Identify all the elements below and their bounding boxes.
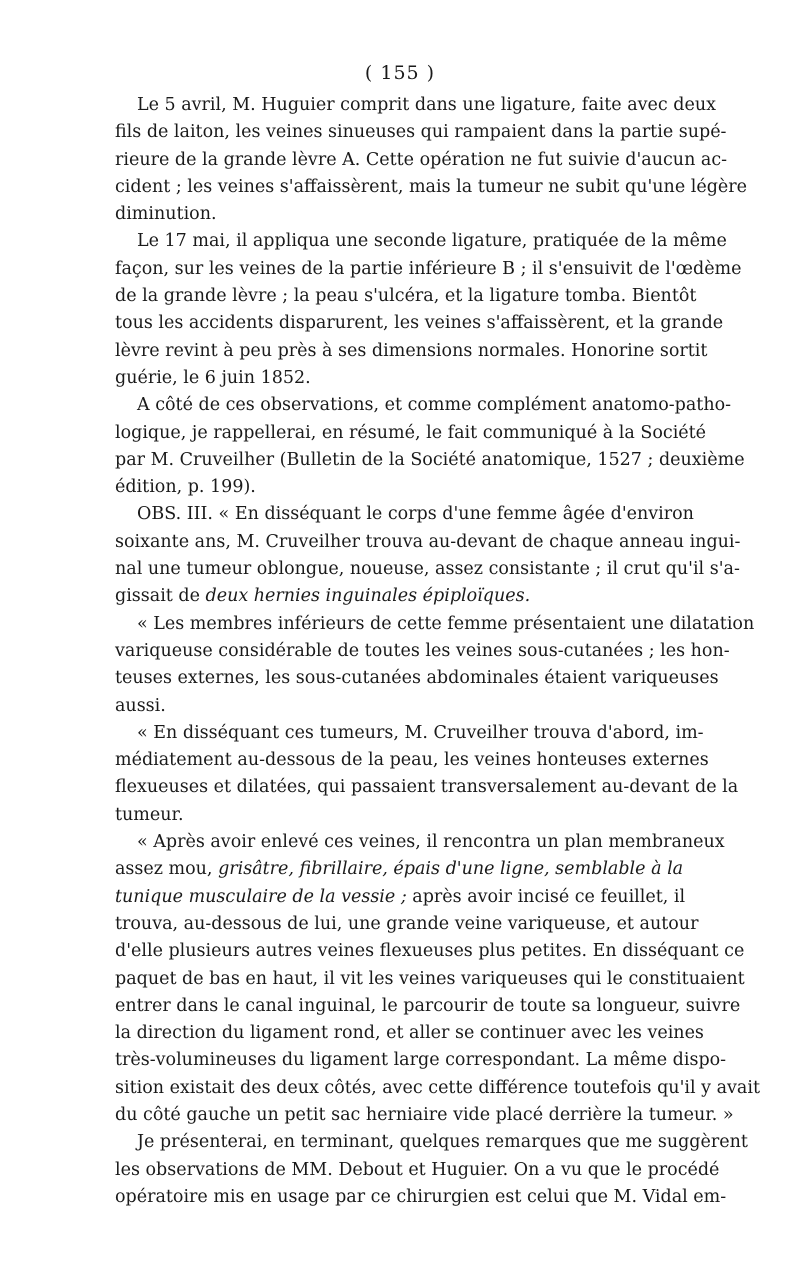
text-line: lèvre revint à peu près à ses dimensions normales. Honorine sortit xyxy=(115,340,708,361)
page-number: ( 155 ) xyxy=(364,62,436,84)
text-line: soixante ans, M. Cruveilher trouva au-devant de chaque anneau ingui- xyxy=(115,531,741,552)
text-line: nal une tumeur oblongue, noueuse, assez consistante ; il crut qu'il s'a- xyxy=(115,559,740,580)
text-line: façon, sur les veines de la partie inférieure B ; il s'ensuivit de l'œdème xyxy=(115,258,742,279)
text-fragment: gissait de xyxy=(115,586,206,607)
text-line: d'elle plusieurs autres veines flexueuses plus petites. En disséquant ce xyxy=(115,941,745,962)
text-line: aussi. xyxy=(115,695,166,716)
text-line: opératoire mis en usage par ce chirurgien est celui que M. Vidal em- xyxy=(115,1186,727,1207)
text-line: par M. Cruveilher (Bulletin de la Société anatomique, 1527 ; deuxième xyxy=(115,449,745,470)
italic-text: deux hernies inguinales épiploïques. xyxy=(205,586,531,607)
paragraph-8 xyxy=(115,1129,748,1211)
text-line: la direction du ligament rond, et aller se continuer avec les veines xyxy=(115,1023,704,1044)
paragraph-2 xyxy=(115,228,742,392)
text-line: de la grande lèvre ; la peau s'ulcéra, et la ligature tomba. Bientôt xyxy=(115,286,697,307)
text-line: cident ; les veines s'affaissèrent, mais la tumeur ne subit qu'une légère xyxy=(115,176,747,197)
italic-text: grisâtre, fibrillaire, épais d'une ligne, semblable à la xyxy=(218,859,684,880)
text-line: flexueuses et dilatées, qui passaient transversalement au-devant de la xyxy=(115,777,739,798)
text-line: sition existait des deux côtés, avec cette différence toutefois qu'il y avait xyxy=(115,1077,760,1098)
text-line: fils de laiton, les veines sinueuses qui rampaient dans la partie supé- xyxy=(115,122,727,143)
text-line: OBS. III. « En disséquant le corps d'une femme âgée d'environ xyxy=(137,504,694,525)
paragraph-1 xyxy=(115,92,747,228)
paragraph-5 xyxy=(115,611,755,720)
text-line: A côté de ces observations, et comme complément anatomo-patho- xyxy=(137,395,732,416)
body-text xyxy=(115,92,760,1211)
italic-text: tunique musculaire de la vessie ; xyxy=(115,886,407,907)
text-line: diminution. xyxy=(115,204,217,225)
text-line: « Après avoir enlevé ces veines, il rencontra un plan membraneux xyxy=(137,832,725,853)
text-line: logique, je rappellerai, en résumé, le fait communiqué à la Société xyxy=(115,422,707,443)
text-line: teuses externes, les sous-cutanées abdominales étaient variqueuses xyxy=(115,668,719,689)
text-line: Je présenterai, en terminant, quelques remarques que me suggèrent xyxy=(137,1132,748,1153)
paragraph-6 xyxy=(115,720,739,829)
text-line: très-volumineuses du ligament large correspondant. La même dispo- xyxy=(115,1050,727,1071)
text-fragment: assez mou, xyxy=(115,859,219,880)
paragraph-7 xyxy=(115,829,760,1129)
text-line: entrer dans le canal inguinal, le parcourir de toute sa longueur, suivre xyxy=(115,995,741,1016)
paragraph-4 xyxy=(115,501,741,610)
text-line: Le 5 avril, M. Huguier comprit dans une ligature, faite avec deux xyxy=(137,95,716,115)
text-line xyxy=(115,884,686,911)
text-line: rieure de la grande lèvre A. Cette opération ne fut suivie d'aucun ac- xyxy=(115,149,728,170)
text-line: « En disséquant ces tumeurs, M. Cruveilher trouva d'abord, im- xyxy=(137,722,704,743)
text-line: tumeur. xyxy=(115,804,184,825)
text-line: guérie, le 6 juin 1852. xyxy=(115,367,311,388)
text-line: du côté gauche un petit sac herniaire vide placé derrière la tumeur. » xyxy=(115,1104,734,1125)
text-line: tous les accidents disparurent, les veines s'affaissèrent, et la grande xyxy=(115,313,724,334)
text-line xyxy=(115,856,684,883)
text-line: variqueuse considérable de toutes les veines sous-cutanées ; les hon- xyxy=(115,640,730,661)
text-line: les observations de MM. Debout et Huguier. On a vu que le procédé xyxy=(115,1159,720,1180)
text-line: « Les membres inférieurs de cette femme présentaient une dilatation xyxy=(137,613,755,634)
text-line: édition, p. 199). xyxy=(115,477,256,498)
text-line: paquet de bas en haut, il vit les veines variqueuses qui le constituaient xyxy=(115,968,745,989)
text-line: Le 17 mai, il appliqua une seconde ligature, pratiquée de la même xyxy=(137,231,727,252)
paragraph-3 xyxy=(115,392,745,501)
text-line xyxy=(115,583,680,610)
text-fragment: après avoir incisé ce feuillet, il xyxy=(406,886,686,907)
text-line: trouva, au-dessous de lui, une grande veine variqueuse, et autour xyxy=(115,913,699,934)
text-line: médiatement au-dessous de la peau, les veines honteuses externes xyxy=(115,750,709,771)
